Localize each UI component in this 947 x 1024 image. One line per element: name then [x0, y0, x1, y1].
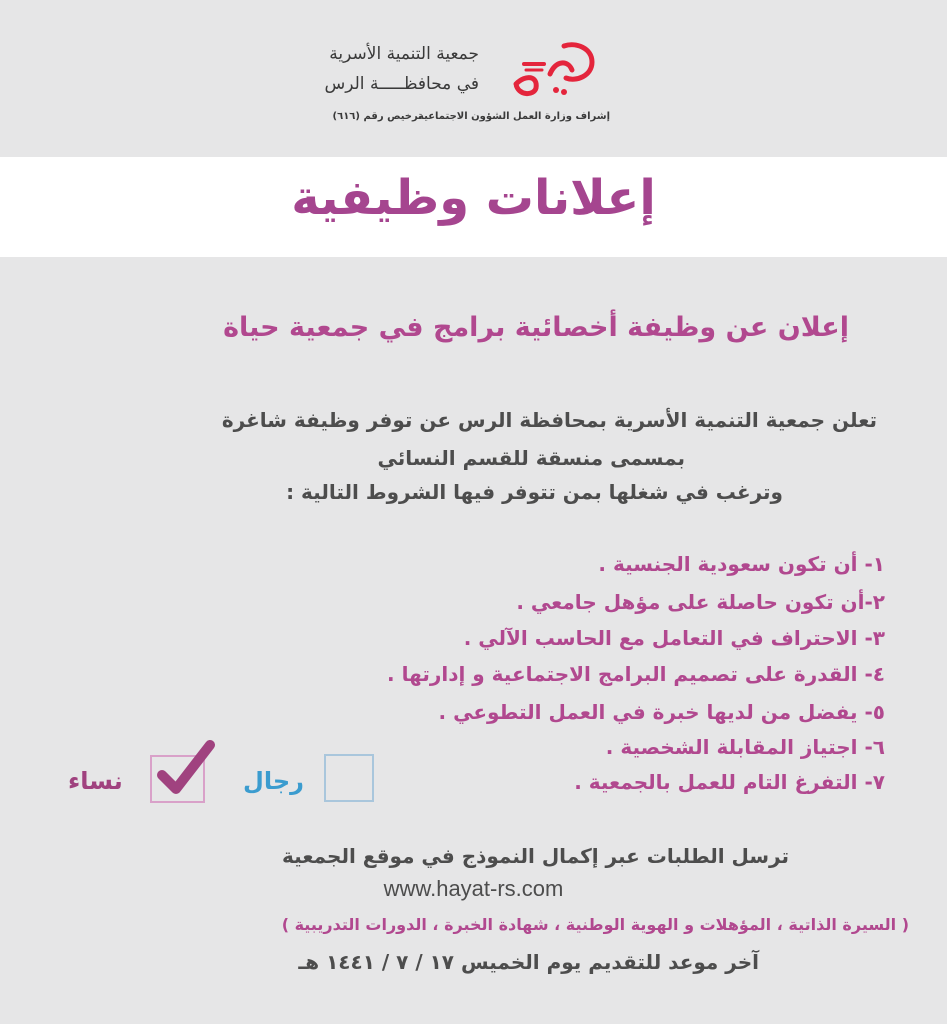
- condition-item: ٦- اجتياز المقابلة الشخصية .: [605, 735, 885, 759]
- page-title: إعلانات وظيفية: [291, 170, 656, 226]
- apply-instructions: ترسل الطلبات عبر إكمال النموذج في موقع الجمعية: [282, 844, 789, 868]
- application-deadline: آخر موعد للتقديم يوم الخميس ١٧ / ٧ / ١٤٤١ هـ: [298, 950, 759, 974]
- checkmark-icon: [148, 735, 218, 803]
- men-checkbox[interactable]: [324, 754, 374, 802]
- hayat-logo: [506, 38, 602, 102]
- org-name-line-1: جمعية التنمية الأسرية: [329, 44, 479, 64]
- intro-line-3: وترغب في شغلها بمن تتوفر فيها الشروط التالية :: [286, 480, 783, 504]
- intro-line-1: تعلن جمعية التنمية الأسرية بمحافظة الرس عن توفر وظيفة شاغرة: [221, 408, 877, 432]
- condition-item: ٤- القدرة على تصميم البرامج الاجتماعية و إدارتها .: [387, 662, 885, 686]
- men-label: رجال: [243, 767, 304, 795]
- license-number: ترخيص رقم (٦١٦): [332, 111, 422, 122]
- condition-item: ٢-أن تكون حاصلة على مؤهل جامعي .: [516, 590, 885, 614]
- condition-item: ١- أن تكون سعودية الجنسية .: [598, 552, 885, 576]
- intro-line-2: بمسمى منسقة للقسم النسائي: [377, 446, 685, 470]
- condition-item: ٧- التفرغ التام للعمل بالجمعية .: [574, 770, 885, 794]
- required-documents: ( السيرة الذاتية ، المؤهلات و الهوية الوطنية ، شهادة الخبرة ، الدورات التدريبية ): [281, 915, 909, 934]
- condition-item: ٥- يفضل من لديها خبرة في العمل التطوعي .: [438, 700, 885, 724]
- condition-item: ٣- الاحتراف في التعامل مع الحاسب الآلي .: [463, 626, 885, 650]
- job-subtitle: إعلان عن وظيفة أخصائية برامج في جمعية حياة: [223, 312, 849, 343]
- website-link[interactable]: www.hayat-rs.com: [383, 876, 564, 901]
- women-label: نساء: [68, 767, 123, 795]
- org-name-line-2: في محافظـــــة الرس: [324, 74, 479, 94]
- supervision-text: إشراف وزارة العمل الشؤون الاجتماعية: [418, 111, 610, 122]
